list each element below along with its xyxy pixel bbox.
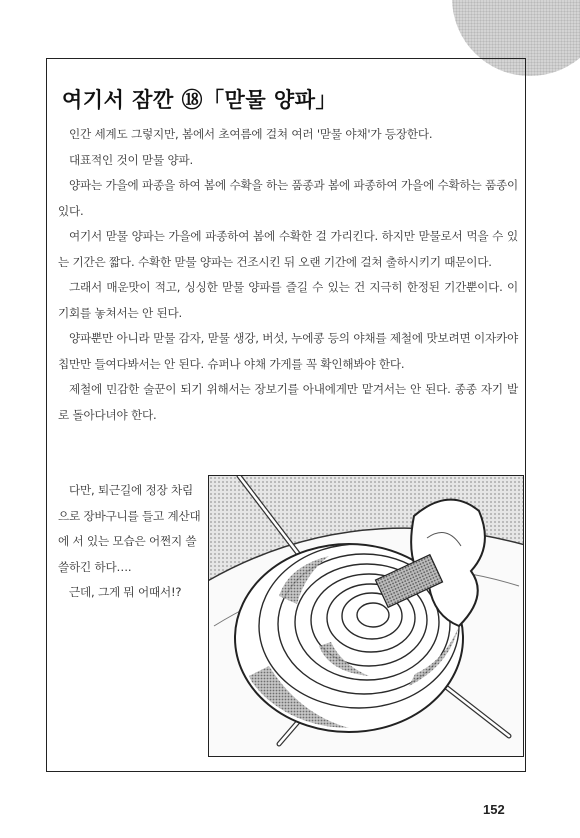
paragraph-5: 그래서 매운맛이 적고, 싱싱한 맏물 양파를 즐길 수 있는 건 지극히 한정된 기간뿐이다. 이 기회를 놓쳐서는 안 된다.	[58, 280, 518, 320]
paragraph-7: 제철에 민감한 술꾼이 되기 위해서는 장보기를 아내에게만 맡겨서는 안 된다. 종종 자기 발로 돌아다녀야 한다.	[58, 382, 518, 422]
column-title: 여기서 잠깐 ⑱「맏물 양파」	[62, 88, 338, 112]
paragraph-3: 양파는 가을에 파종을 하여 봄에 수확을 하는 품종과 봄에 파종하여 가을에 수확하는 품종이 있다.	[58, 178, 518, 218]
paragraph-6: 양파뿐만 아니라 맏물 감자, 맏물 생강, 버섯, 누에콩 등의 야채를 제철에 맛보려면 이자카야 칩만만 들여다봐서는 안 된다. 슈퍼나 야채 가게를 꼭 확인해봐야 한다.	[58, 331, 518, 371]
paragraph-1: 인간 세계도 그렇지만, 봄에서 초여름에 걸쳐 여러 '맏물 야채'가 등장한다.	[69, 127, 433, 141]
side-caption	[58, 478, 201, 606]
grilled-onion-illustration	[208, 475, 524, 757]
column-frame-bottom-rule	[46, 771, 526, 772]
side-paragraph-1: 다만, 퇴근길에 정장 차림으로 장바구니를 들고 계산대에 서 있는 모습은 어쩐지 쓸쓸하긴 하다….	[58, 483, 201, 574]
side-paragraph-2: 근데, 그게 뭐 어때서!?	[69, 585, 182, 599]
column-body	[58, 122, 518, 428]
paragraph-2: 대표적인 것이 맏물 양파.	[69, 152, 193, 167]
page-number: 152	[483, 802, 505, 817]
paragraph-4: 여기서 맏물 양파는 가을에 파종하여 봄에 수확한 걸 가리킨다. 하지만 맏물로서 먹을 수 있는 기간은 짧다. 수확한 맏물 양파는 건조시킨 뒤 오랜 기간에 걸쳐 출하시키기 때문이다.	[58, 229, 518, 269]
